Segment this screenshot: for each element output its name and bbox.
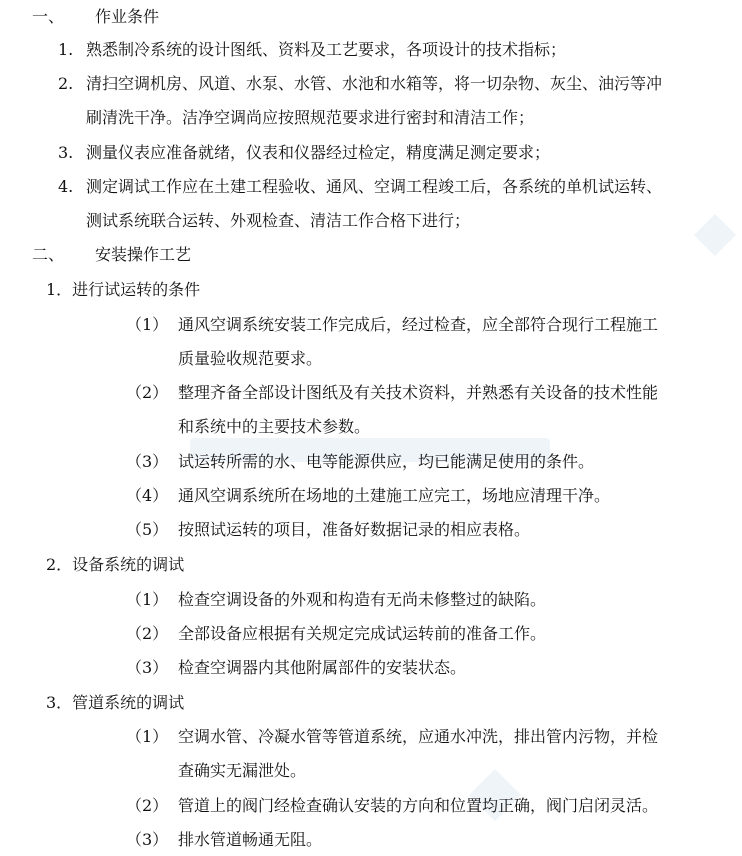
item-text: 和系统中的主要技术参数。 [178, 417, 371, 436]
item-number: （1） [126, 315, 169, 334]
section-title: 作业条件 [95, 7, 160, 26]
item-text: 检查空调器内其他附属部件的安装状态。 [178, 658, 467, 677]
item-number: 1. [58, 40, 74, 59]
item-text: 熟悉制冷系统的设计图纸、资料及工艺要求，各项设计的技术指标； [86, 40, 567, 59]
item-text-continued [178, 349, 322, 369]
item-text: 通风空调系统所在场地的土建施工应完工，场地应清理干净。 [178, 486, 611, 505]
item-number: （2） [126, 796, 169, 815]
section-number: 一、 [32, 7, 65, 26]
item-text-continued [86, 211, 470, 231]
item-text-continued [86, 108, 534, 128]
item-number: 3. [58, 143, 74, 162]
item-number: （3） [126, 830, 169, 849]
item-text: 试运转所需的水、电等能源供应，均已能满足使用的条件。 [178, 452, 595, 471]
item-number: 2. [58, 74, 74, 93]
watermark-logo [690, 210, 740, 260]
item-number: （1） [126, 590, 169, 609]
item-number: （3） [126, 452, 169, 471]
item-number: （2） [126, 383, 169, 402]
subsection-title: 2．设备系统的调试 [46, 555, 185, 574]
item-number: 4. [58, 177, 74, 196]
subsection-heading [46, 555, 184, 575]
item-text: 刷清洗干净。洁净空调尚应按照规范要求进行密封和清洁工作； [86, 108, 535, 127]
section-number: 二、 [32, 245, 65, 264]
item-text: 全部设备应根据有关规定完成试运转前的准备工作。 [178, 624, 547, 643]
item-text: 测量仪表应准备就绪，仪表和仪器经过检定，精度满足测定要求； [86, 143, 551, 162]
item-text: 通风空调系统安装工作完成后，经过检查，应全部符合现行工程施工 [178, 315, 659, 334]
subsection-title: 3．管道系统的调试 [46, 693, 185, 712]
item-text-continued [178, 417, 370, 437]
item-number: （2） [126, 624, 169, 643]
item-text: 空调水管、冷凝水管等管道系统，应通水冲洗，排出管内污物，并检 [178, 727, 659, 746]
item-text: 清扫空调机房、风道、水泵、水管、水池和水箱等，将一切杂物、灰尘、油污等冲 [86, 74, 663, 93]
item-number: （4） [126, 486, 169, 505]
item-text: 查确实无漏泄处。 [178, 761, 307, 780]
item-text: 按照试运转的项目，准备好数据记录的相应表格。 [178, 520, 531, 539]
subsection-title: 1．进行试运转的条件 [46, 280, 201, 299]
item-number: （3） [126, 658, 169, 677]
item-text: 测定调试工作应在土建工程验收、通风、空调工程竣工后，各系统的单机试运转、 [86, 177, 663, 196]
item-text: 排水管道畅通无阻。 [178, 830, 323, 849]
subsection-heading [46, 280, 200, 300]
section-title: 安装操作工艺 [95, 245, 192, 264]
item-text: 测试系统联合运转、外观检查、清洁工作合格下进行； [86, 211, 471, 230]
item-number: （5） [126, 520, 169, 539]
item-text: 整理齐备全部设计图纸及有关技术资料，并熟悉有关设备的技术性能 [178, 383, 659, 402]
item-text: 管道上的阀门经检查确认安装的方向和位置均正确，阀门启闭灵活。 [178, 796, 659, 815]
watermark-logo [465, 765, 525, 825]
item-text: 质量验收规范要求。 [178, 349, 323, 368]
item-number: （1） [126, 727, 169, 746]
item-text-continued [178, 761, 306, 781]
item-text: 检查空调设备的外观和构造有无尚未修整过的缺陷。 [178, 590, 547, 609]
subsection-heading [46, 693, 184, 713]
